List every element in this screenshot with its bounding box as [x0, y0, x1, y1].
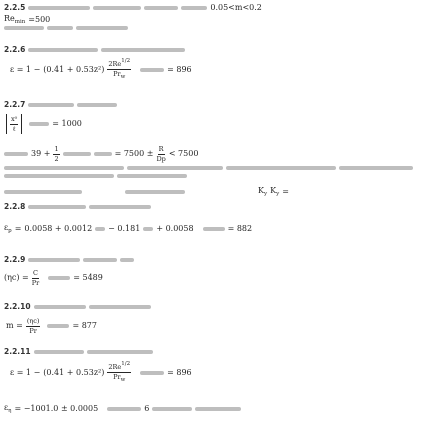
denominator-subscript: w — [120, 74, 126, 81]
illegible-text-run — [140, 371, 164, 375]
equation-3 — [4, 146, 198, 162]
equation-fraction — [32, 270, 39, 287]
denominator-text: Pr — [113, 373, 121, 382]
illegible-text-run — [120, 258, 134, 262]
fraction-denominator: Dp — [156, 154, 166, 163]
illegible-text-run — [195, 407, 241, 411]
illegible-text-run — [47, 26, 73, 30]
illegible-text-run — [28, 48, 98, 52]
paragraph-line — [4, 174, 187, 178]
equation-1 — [10, 60, 192, 80]
illegible-text-run — [48, 276, 70, 280]
section-number: 2.2.9 — [4, 255, 26, 264]
paragraph-line — [4, 166, 413, 170]
final-count: 6 — [144, 404, 150, 414]
illegible-text-run — [89, 205, 151, 209]
fraction-numerator: C — [33, 268, 38, 277]
illegible-text-run — [93, 6, 141, 10]
fraction-denominator: 2 — [54, 154, 59, 163]
re-label: Re — [4, 14, 15, 23]
section-2-2-10-line — [4, 303, 151, 311]
equals-sign: = — [282, 187, 289, 197]
final-result-line — [4, 404, 241, 415]
illegible-text-run — [47, 324, 69, 328]
fraction-numerator — [107, 362, 131, 373]
denominator-text: Pr — [113, 70, 121, 79]
ratio-fraction — [156, 146, 165, 163]
paragraph-line — [4, 187, 289, 198]
illegible-text-run — [34, 350, 84, 354]
fraction-denominator — [113, 373, 125, 384]
re-symbol — [4, 15, 25, 26]
illegible-text-run — [28, 103, 74, 107]
equation-term: + 0.0058 — [156, 224, 194, 233]
k-subscript: y — [276, 191, 280, 197]
equation-lhs: ε = 1 − — [10, 368, 41, 377]
section-number: 2.2.5 — [4, 3, 26, 13]
section-2-2-7-line — [4, 101, 117, 109]
fraction-numerator: (ηc) — [26, 316, 40, 325]
illegible-text-run — [181, 6, 207, 10]
equation-lhs: m = — [6, 321, 23, 330]
section-2-2-11-line — [4, 348, 153, 356]
re-min-value: =500 — [28, 15, 51, 25]
equation-fraction — [53, 146, 59, 163]
section-number: 2.2.8 — [4, 202, 26, 211]
illegible-text-run — [34, 305, 86, 309]
fraction-numerator: x⁰ — [11, 114, 18, 123]
equation-result: = 896 — [167, 65, 192, 74]
illegible-text-run — [117, 174, 187, 178]
final-value: = −1001.0 ± 0.0005 — [14, 404, 99, 414]
section-number: 2.2.10 — [4, 302, 31, 311]
illegible-text-run — [76, 26, 128, 30]
illegible-text-run — [89, 305, 151, 309]
lhs-symbol: ε — [4, 403, 9, 412]
numerator-exponent: 1/2 — [121, 361, 131, 368]
section-number: 2.2.7 — [4, 100, 26, 109]
illegible-text-run — [226, 166, 336, 170]
final-lhs — [4, 404, 11, 415]
equation-6 — [6, 316, 97, 336]
illegible-text-run — [95, 227, 105, 231]
matrix-bracket — [6, 114, 22, 134]
illegible-text-run — [144, 6, 178, 10]
illegible-text-run — [4, 166, 124, 170]
illegible-text-run — [143, 227, 153, 231]
equation-lhs: ε = 1 − — [10, 65, 41, 74]
fraction-denominator: Pr — [31, 278, 40, 287]
denominator-subscript: w — [120, 377, 126, 384]
fraction-denominator: ℓ — [12, 124, 16, 133]
illegible-text-run — [152, 407, 192, 411]
k-symbol — [270, 187, 279, 198]
equation-result: = 877 — [72, 321, 97, 330]
section-number: 2.2.11 — [4, 347, 31, 356]
fraction-denominator — [113, 70, 125, 81]
illegible-text-run — [94, 152, 112, 156]
illegible-text-run — [63, 152, 91, 156]
section-number: 2.2.6 — [4, 45, 26, 54]
illegible-text-run — [77, 103, 117, 107]
illegible-text-run — [4, 26, 44, 30]
illegible-text-run — [4, 152, 28, 156]
bracket-fraction — [10, 116, 18, 133]
equation-4 — [4, 218, 252, 240]
illegible-text-run — [29, 122, 49, 126]
illegible-text-run — [140, 68, 164, 72]
lhs-symbol: ε — [4, 222, 9, 232]
fraction-numerator: 1 — [54, 144, 59, 153]
equation-fraction — [107, 362, 131, 384]
equals-sign: = — [14, 224, 22, 233]
k-label: K — [270, 186, 277, 195]
equation-7 — [10, 363, 192, 383]
k-symbol — [258, 187, 267, 198]
equation-2 — [6, 113, 82, 135]
illegible-text-run — [4, 174, 114, 178]
illegible-text-run — [83, 258, 117, 262]
equation-lhs: (ηc) = — [4, 273, 29, 282]
illegible-text-run — [4, 190, 82, 194]
equation-lhs — [4, 224, 12, 235]
equation-5 — [4, 268, 103, 288]
illegible-text-run — [101, 48, 185, 52]
illegible-text-run — [28, 6, 90, 10]
numerator-text: 2Re — [108, 363, 122, 372]
lhs-subscript: p — [8, 227, 12, 234]
equation-fraction — [26, 318, 41, 335]
illegible-text-run — [127, 166, 223, 170]
illegible-text-run — [339, 166, 413, 170]
paragraph-line — [4, 26, 128, 30]
lhs-subscript: η — [8, 408, 12, 414]
numerator-text: 2Re — [108, 60, 122, 69]
fraction-numerator: R — [158, 144, 164, 153]
fraction-denominator: Pr — [29, 326, 37, 335]
section-2-2-5-line — [4, 4, 262, 12]
illegible-text-run — [107, 407, 141, 411]
equation-term: 39 + — [31, 149, 51, 158]
equation-paren: (0.41 + 0.53z²) — [43, 368, 105, 377]
equation-paren: (0.41 + 0.53z²) — [43, 65, 105, 74]
illegible-text-run — [28, 205, 86, 209]
re-min-line — [4, 15, 50, 26]
equation-result: = 882 — [227, 224, 253, 233]
condition-text: 0.05<m<0.2 — [210, 3, 262, 12]
section-2-2-9-line — [4, 256, 134, 264]
equation-result: = 5489 — [73, 273, 103, 282]
equation-term: − 0.181 — [108, 224, 141, 233]
numerator-exponent: 1/2 — [121, 58, 131, 65]
equation-result: = 896 — [167, 368, 192, 377]
equation-term: 0.0058 + 0.0012 — [24, 224, 93, 233]
illegible-text-run — [125, 190, 185, 194]
illegible-text-run — [28, 258, 80, 262]
equation-comparison: < 7500 — [168, 149, 199, 158]
illegible-text-run — [203, 227, 225, 231]
illegible-text-run — [87, 350, 153, 354]
section-2-2-8-line — [4, 203, 151, 211]
equation-result: = 1000 — [52, 119, 82, 128]
k-label: K — [258, 186, 264, 195]
equation-result: = 7500 ± — [114, 149, 154, 158]
section-2-2-6-line — [4, 46, 185, 54]
re-subscript: min — [14, 19, 26, 25]
k-subscript: y — [263, 191, 268, 197]
equation-fraction — [107, 59, 131, 81]
fraction-numerator — [107, 59, 131, 70]
